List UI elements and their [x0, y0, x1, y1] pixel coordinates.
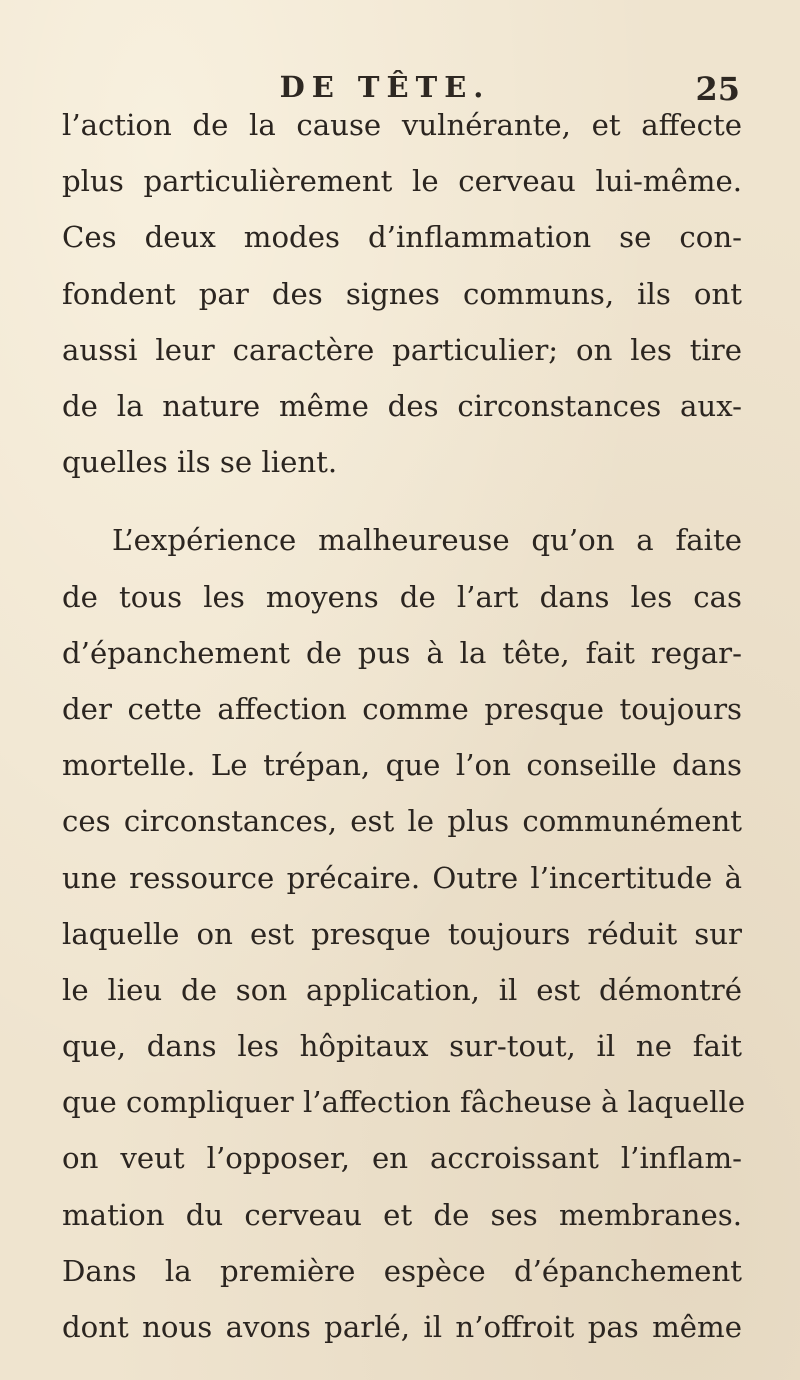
- text-line: plus particulièrement le cerveau lui-même.: [62, 164, 742, 199]
- page-number: 25: [695, 70, 740, 108]
- text-line: Dans la première espèce d’épanchement: [62, 1253, 742, 1288]
- text-line: mation du cerveau et de ses membranes.: [62, 1197, 742, 1232]
- text-line: fondent par des signes communs, ils ont: [62, 276, 742, 311]
- text-line: que compliquer l’affection fâcheuse à laquelle: [62, 1085, 746, 1120]
- text-line: quelles ils se lient.: [62, 445, 338, 480]
- text-line: mortelle. Le trépan, que l’on conseille dans: [62, 748, 742, 783]
- text-line: d’épanchement de pus à la tête, fait regar-: [62, 635, 742, 670]
- text-line: L’expérience malheureuse qu’on a faite: [112, 523, 742, 558]
- text-line: que, dans les hôpitaux sur-tout, il ne fait: [62, 1029, 742, 1063]
- text-line: laquelle on est presque toujours réduit sur: [62, 916, 742, 951]
- text-line: Ces deux modes d’inflammation se con-: [62, 220, 742, 255]
- text-line: l’action de la cause vulnérante, et affecte: [62, 108, 742, 142]
- text-line: de la nature même des circonstances aux-: [62, 389, 742, 423]
- running-title: DE TÊTE.: [279, 70, 491, 104]
- text-line: der cette affection comme presque toujours: [62, 691, 742, 726]
- text-line: une ressource précaire. Outre l’incertitude à: [62, 860, 742, 895]
- text-line: de tous les moyens de l’art dans les cas: [62, 579, 742, 614]
- text-line: le lieu de son application, il est démontré: [62, 972, 742, 1007]
- text-line: on veut l’opposer, en accroissant l’inflam-: [62, 1141, 742, 1176]
- text-line: aussi leur caractère particulier; on les tire: [62, 332, 742, 367]
- text-line: dont nous avons parlé, il n’offroit pas même: [62, 1310, 742, 1344]
- text-line: ces circonstances, est le plus communément: [62, 804, 742, 839]
